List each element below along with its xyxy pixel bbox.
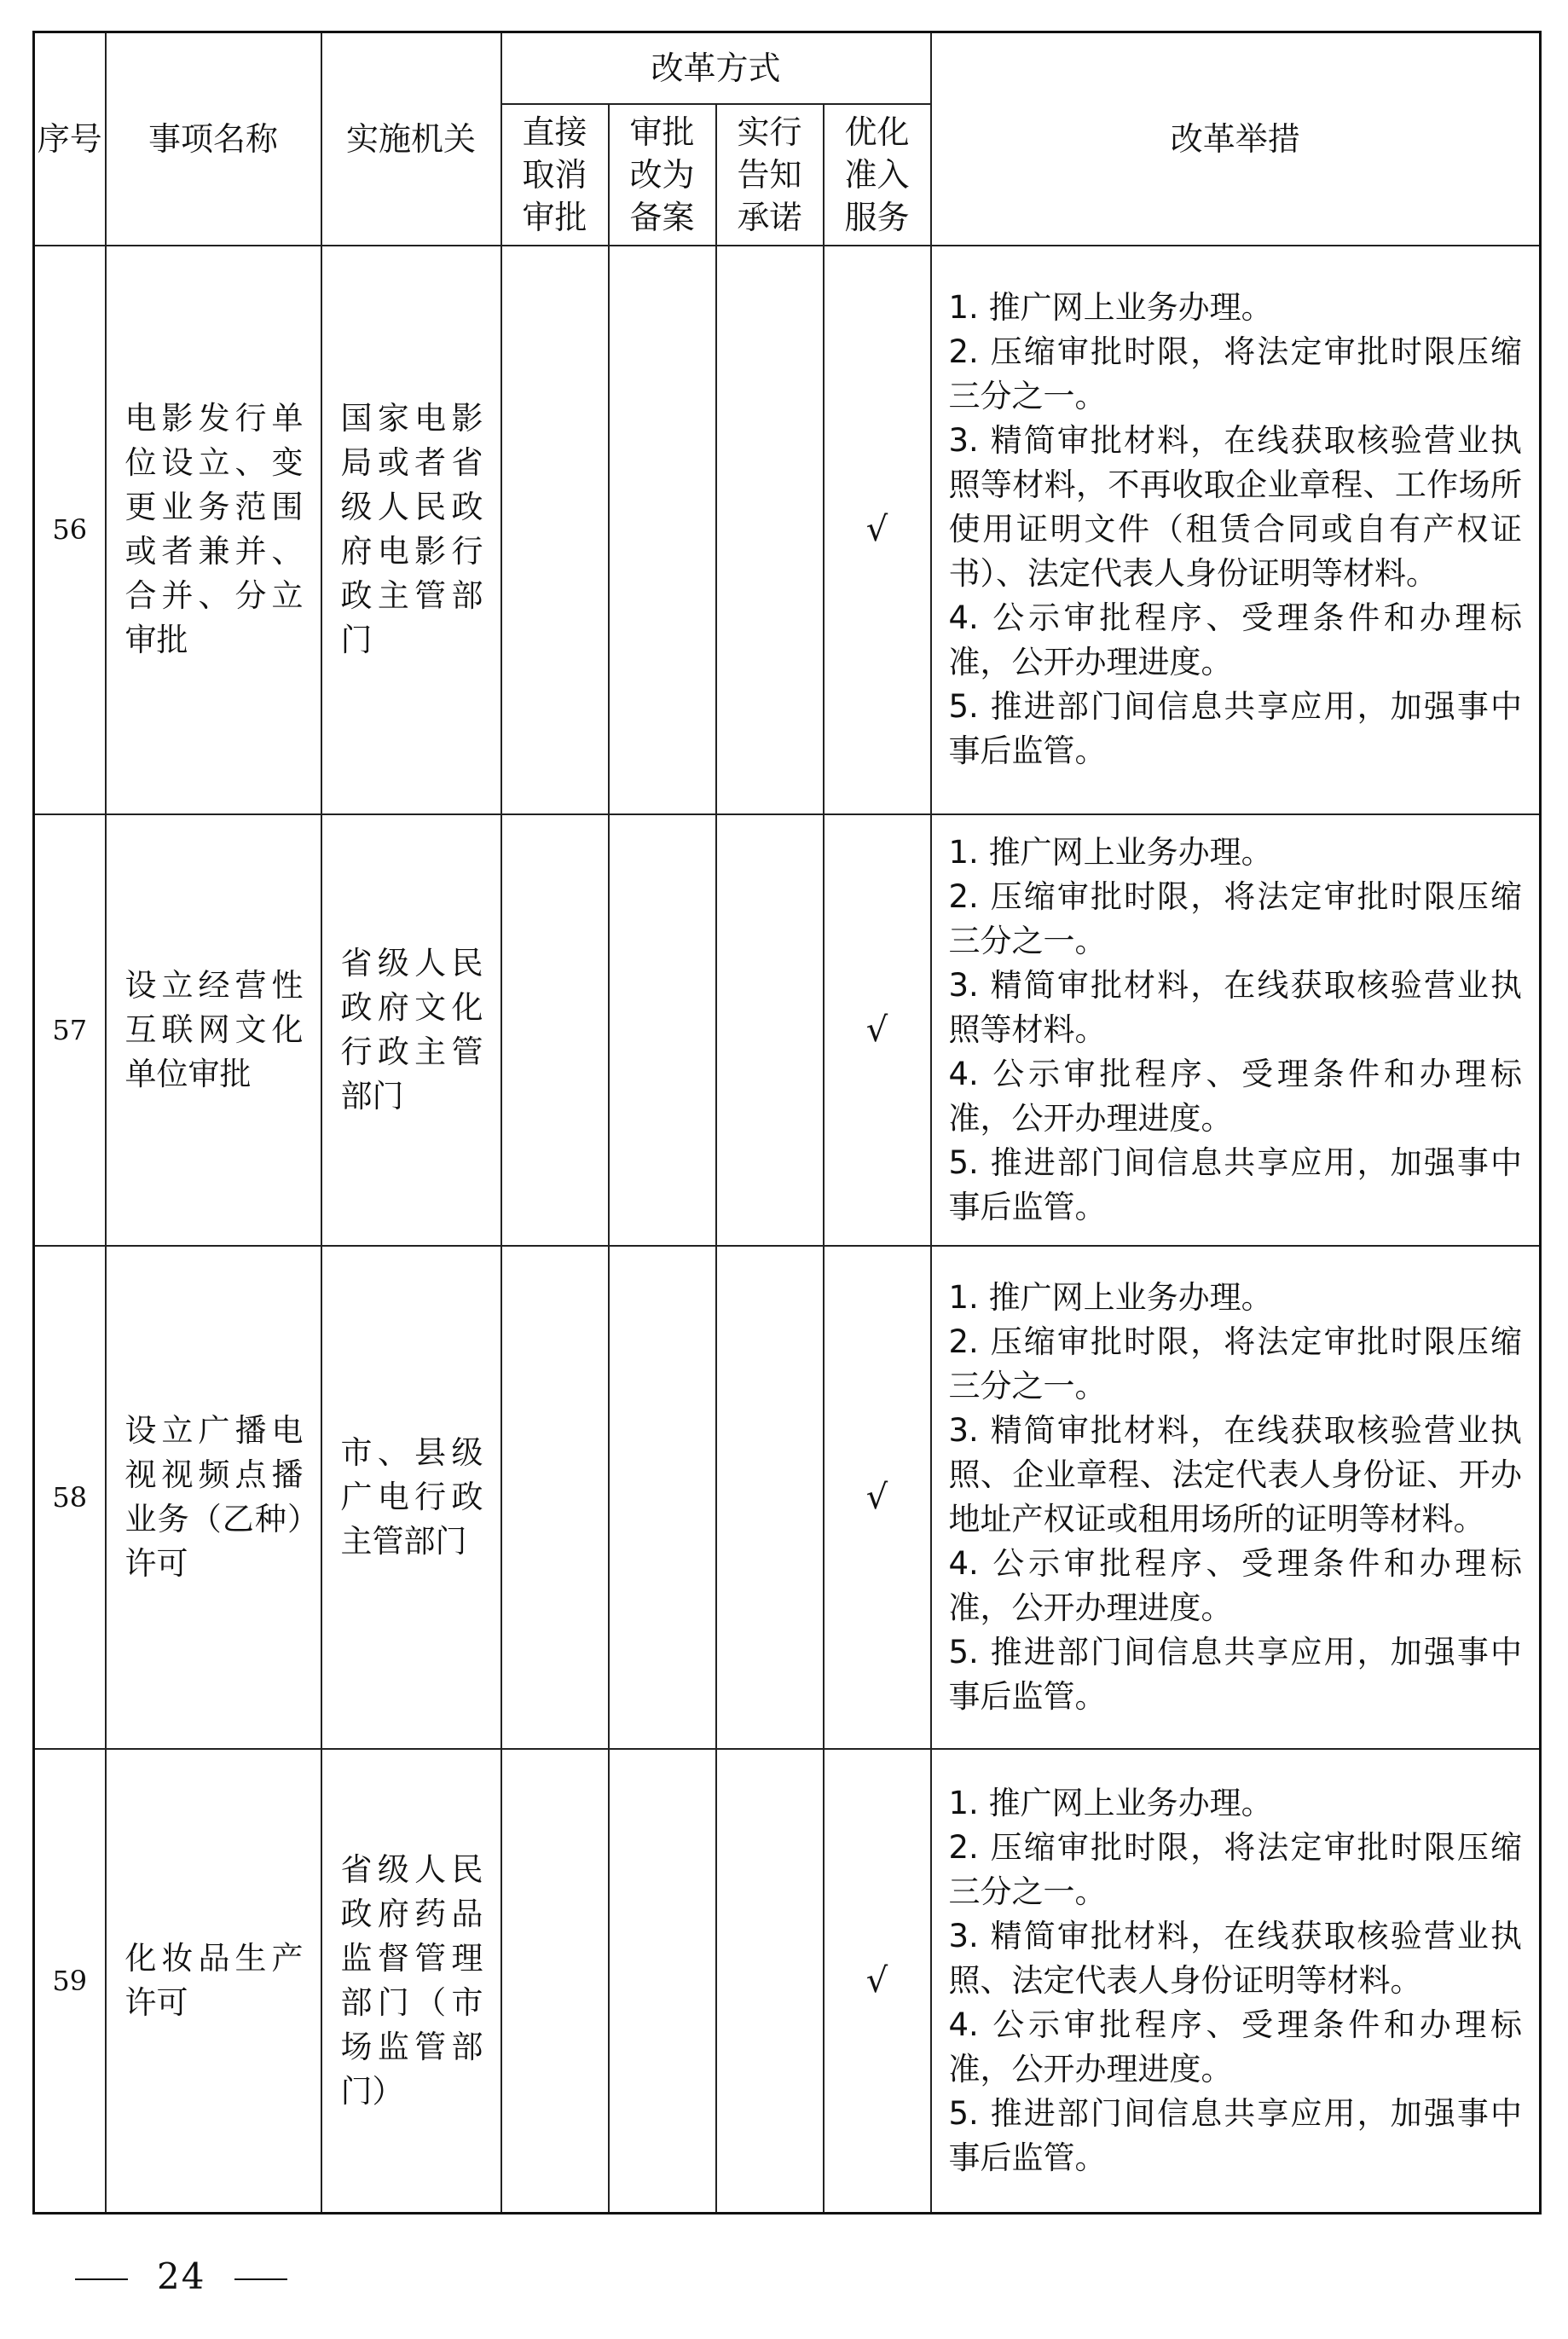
row-mode-cancel-cell (501, 1246, 609, 1749)
measure-item: 4. 公示审批程序、受理条件和办理标准，公开办理进度。 (948, 1544, 1523, 1626)
measure-item: 4. 公示审批程序、受理条件和办理标准，公开办理进度。 (948, 1055, 1523, 1137)
measure-item: 3. 精简审批材料，在线获取核验营业执照、企业章程、法定代表人身份证、开办地址产权证或租用场所的证明等材料。 (948, 1411, 1523, 1537)
measure-item: 2. 压缩审批时限，将法定审批时限压缩三分之一。 (948, 1323, 1523, 1404)
row-item-name-text: 化妆品生产许可 (124, 1939, 304, 2021)
row-mode-optimize-check: √ (824, 814, 931, 1246)
header-item-name: 事项名称 (106, 32, 321, 246)
header-reform-measures: 改革举措 (931, 32, 1541, 246)
footer-dash-right (234, 2278, 287, 2280)
row-agency-text: 市、县级广电行政主管部门 (340, 1433, 483, 1560)
measure-item: 5. 推进部门间信息共享应用，加强事中事后监管。 (948, 1143, 1523, 1225)
header-mode-optimize-service (824, 104, 931, 246)
row-mode-record-cell (609, 814, 716, 1246)
row-reform-measures (931, 814, 1541, 1246)
header-reform-mode: 改革方式 (501, 32, 931, 104)
measure-item: 3. 精简审批材料，在线获取核验营业执照等材料。 (948, 966, 1523, 1048)
header-mode-optimize-text: 优化准入服务 (844, 113, 910, 236)
footer-dash-left (75, 2278, 128, 2280)
row-mode-cancel-cell (501, 1749, 609, 2214)
row-item-name (106, 1246, 321, 1749)
row-mode-commit-cell (716, 814, 824, 1246)
table-row (34, 814, 1541, 1246)
measure-item: 1. 推广网上业务办理。 (948, 833, 1273, 871)
row-mode-cancel-cell (501, 246, 609, 814)
measure-item: 2. 压缩审批时限，将法定审批时限压缩三分之一。 (948, 877, 1523, 959)
header-mode-notify-commit (716, 104, 824, 246)
measure-item: 5. 推进部门间信息共享应用，加强事中事后监管。 (948, 2094, 1523, 2176)
row-agency-text: 国家电影局或者省级人民政府电影行政主管部门 (340, 400, 483, 658)
header-mode-commit-text: 实行告知承诺 (737, 113, 802, 236)
reform-table-page (32, 31, 1539, 2215)
row-item-name (106, 1749, 321, 2214)
row-mode-optimize-check: √ (824, 1749, 931, 2214)
row-implementing-agency (321, 814, 501, 1246)
measure-item: 4. 公示审批程序、受理条件和办理标准，公开办理进度。 (948, 599, 1523, 680)
measure-item: 1. 推广网上业务办理。 (948, 289, 1273, 326)
row-agency-text: 省级人民政府药品监督管理部门（市场监管部门） (340, 1850, 483, 2110)
measure-item: 1. 推广网上业务办理。 (948, 1278, 1273, 1316)
reform-measures-table (32, 31, 1542, 2215)
row-serial-number: 56 (34, 246, 106, 814)
row-item-name (106, 246, 321, 814)
table-row (34, 246, 1541, 814)
table-body (34, 246, 1541, 2214)
row-serial-number: 59 (34, 1749, 106, 2214)
header-mode-cancel-approval (501, 104, 609, 246)
row-mode-optimize-check: √ (824, 246, 931, 814)
row-reform-measures (931, 1246, 1541, 1749)
measure-item: 1. 推广网上业务办理。 (948, 1784, 1273, 1821)
row-mode-commit-cell (716, 246, 824, 814)
row-reform-measures (931, 246, 1541, 814)
page-footer (75, 2255, 287, 2297)
measure-item: 2. 压缩审批时限，将法定审批时限压缩三分之一。 (948, 1828, 1523, 1910)
table-header (34, 32, 1541, 246)
table-row (34, 1246, 1541, 1749)
row-serial-number: 57 (34, 814, 106, 1246)
row-item-name (106, 814, 321, 1246)
measure-item: 5. 推进部门间信息共享应用，加强事中事后监管。 (948, 688, 1523, 769)
row-mode-commit-cell (716, 1246, 824, 1749)
row-reform-measures (931, 1749, 1541, 2214)
row-item-name-text: 电影发行单位设立、变更业务范围或者兼并、合并、分立审批 (124, 400, 304, 658)
table-row (34, 1749, 1541, 2214)
row-agency-text: 省级人民政府文化行政主管部门 (340, 944, 483, 1114)
row-mode-commit-cell (716, 1749, 824, 2214)
row-mode-record-cell (609, 1246, 716, 1749)
row-mode-optimize-check: √ (824, 1246, 931, 1749)
measure-item: 2. 压缩审批时限，将法定审批时限压缩三分之一。 (948, 333, 1523, 414)
measure-item: 5. 推进部门间信息共享应用，加强事中事后监管。 (948, 1633, 1523, 1715)
header-serial-number: 序号 (34, 32, 106, 246)
row-item-name-text: 设立广播电视视频点播业务（乙种）许可 (124, 1411, 304, 1582)
header-mode-cancel-text: 直接取消审批 (522, 113, 587, 236)
header-mode-record-text: 审批改为备案 (629, 113, 695, 236)
row-implementing-agency (321, 1246, 501, 1749)
row-implementing-agency (321, 1749, 501, 2214)
measure-item: 3. 精简审批材料，在线获取核验营业执照、法定代表人身份证明等材料。 (948, 1917, 1523, 1999)
row-mode-record-cell (609, 246, 716, 814)
measure-item: 4. 公示审批程序、受理条件和办理标准，公开办理进度。 (948, 2006, 1523, 2087)
header-implementing-agency: 实施机关 (321, 32, 501, 246)
page-number: 24 (157, 2255, 206, 2297)
header-mode-approval-to-record (609, 104, 716, 246)
row-item-name-text: 设立经营性互联网文化单位审批 (124, 966, 304, 1092)
measure-item: 3. 精简审批材料，在线获取核验营业执照等材料，不再收取企业章程、工作场所使用证明文件（租赁合同或自有产权证书）、法定代表人身份证明等材料。 (948, 422, 1523, 592)
row-serial-number: 58 (34, 1246, 106, 1749)
row-mode-record-cell (609, 1749, 716, 2214)
row-implementing-agency (321, 246, 501, 814)
row-mode-cancel-cell (501, 814, 609, 1246)
